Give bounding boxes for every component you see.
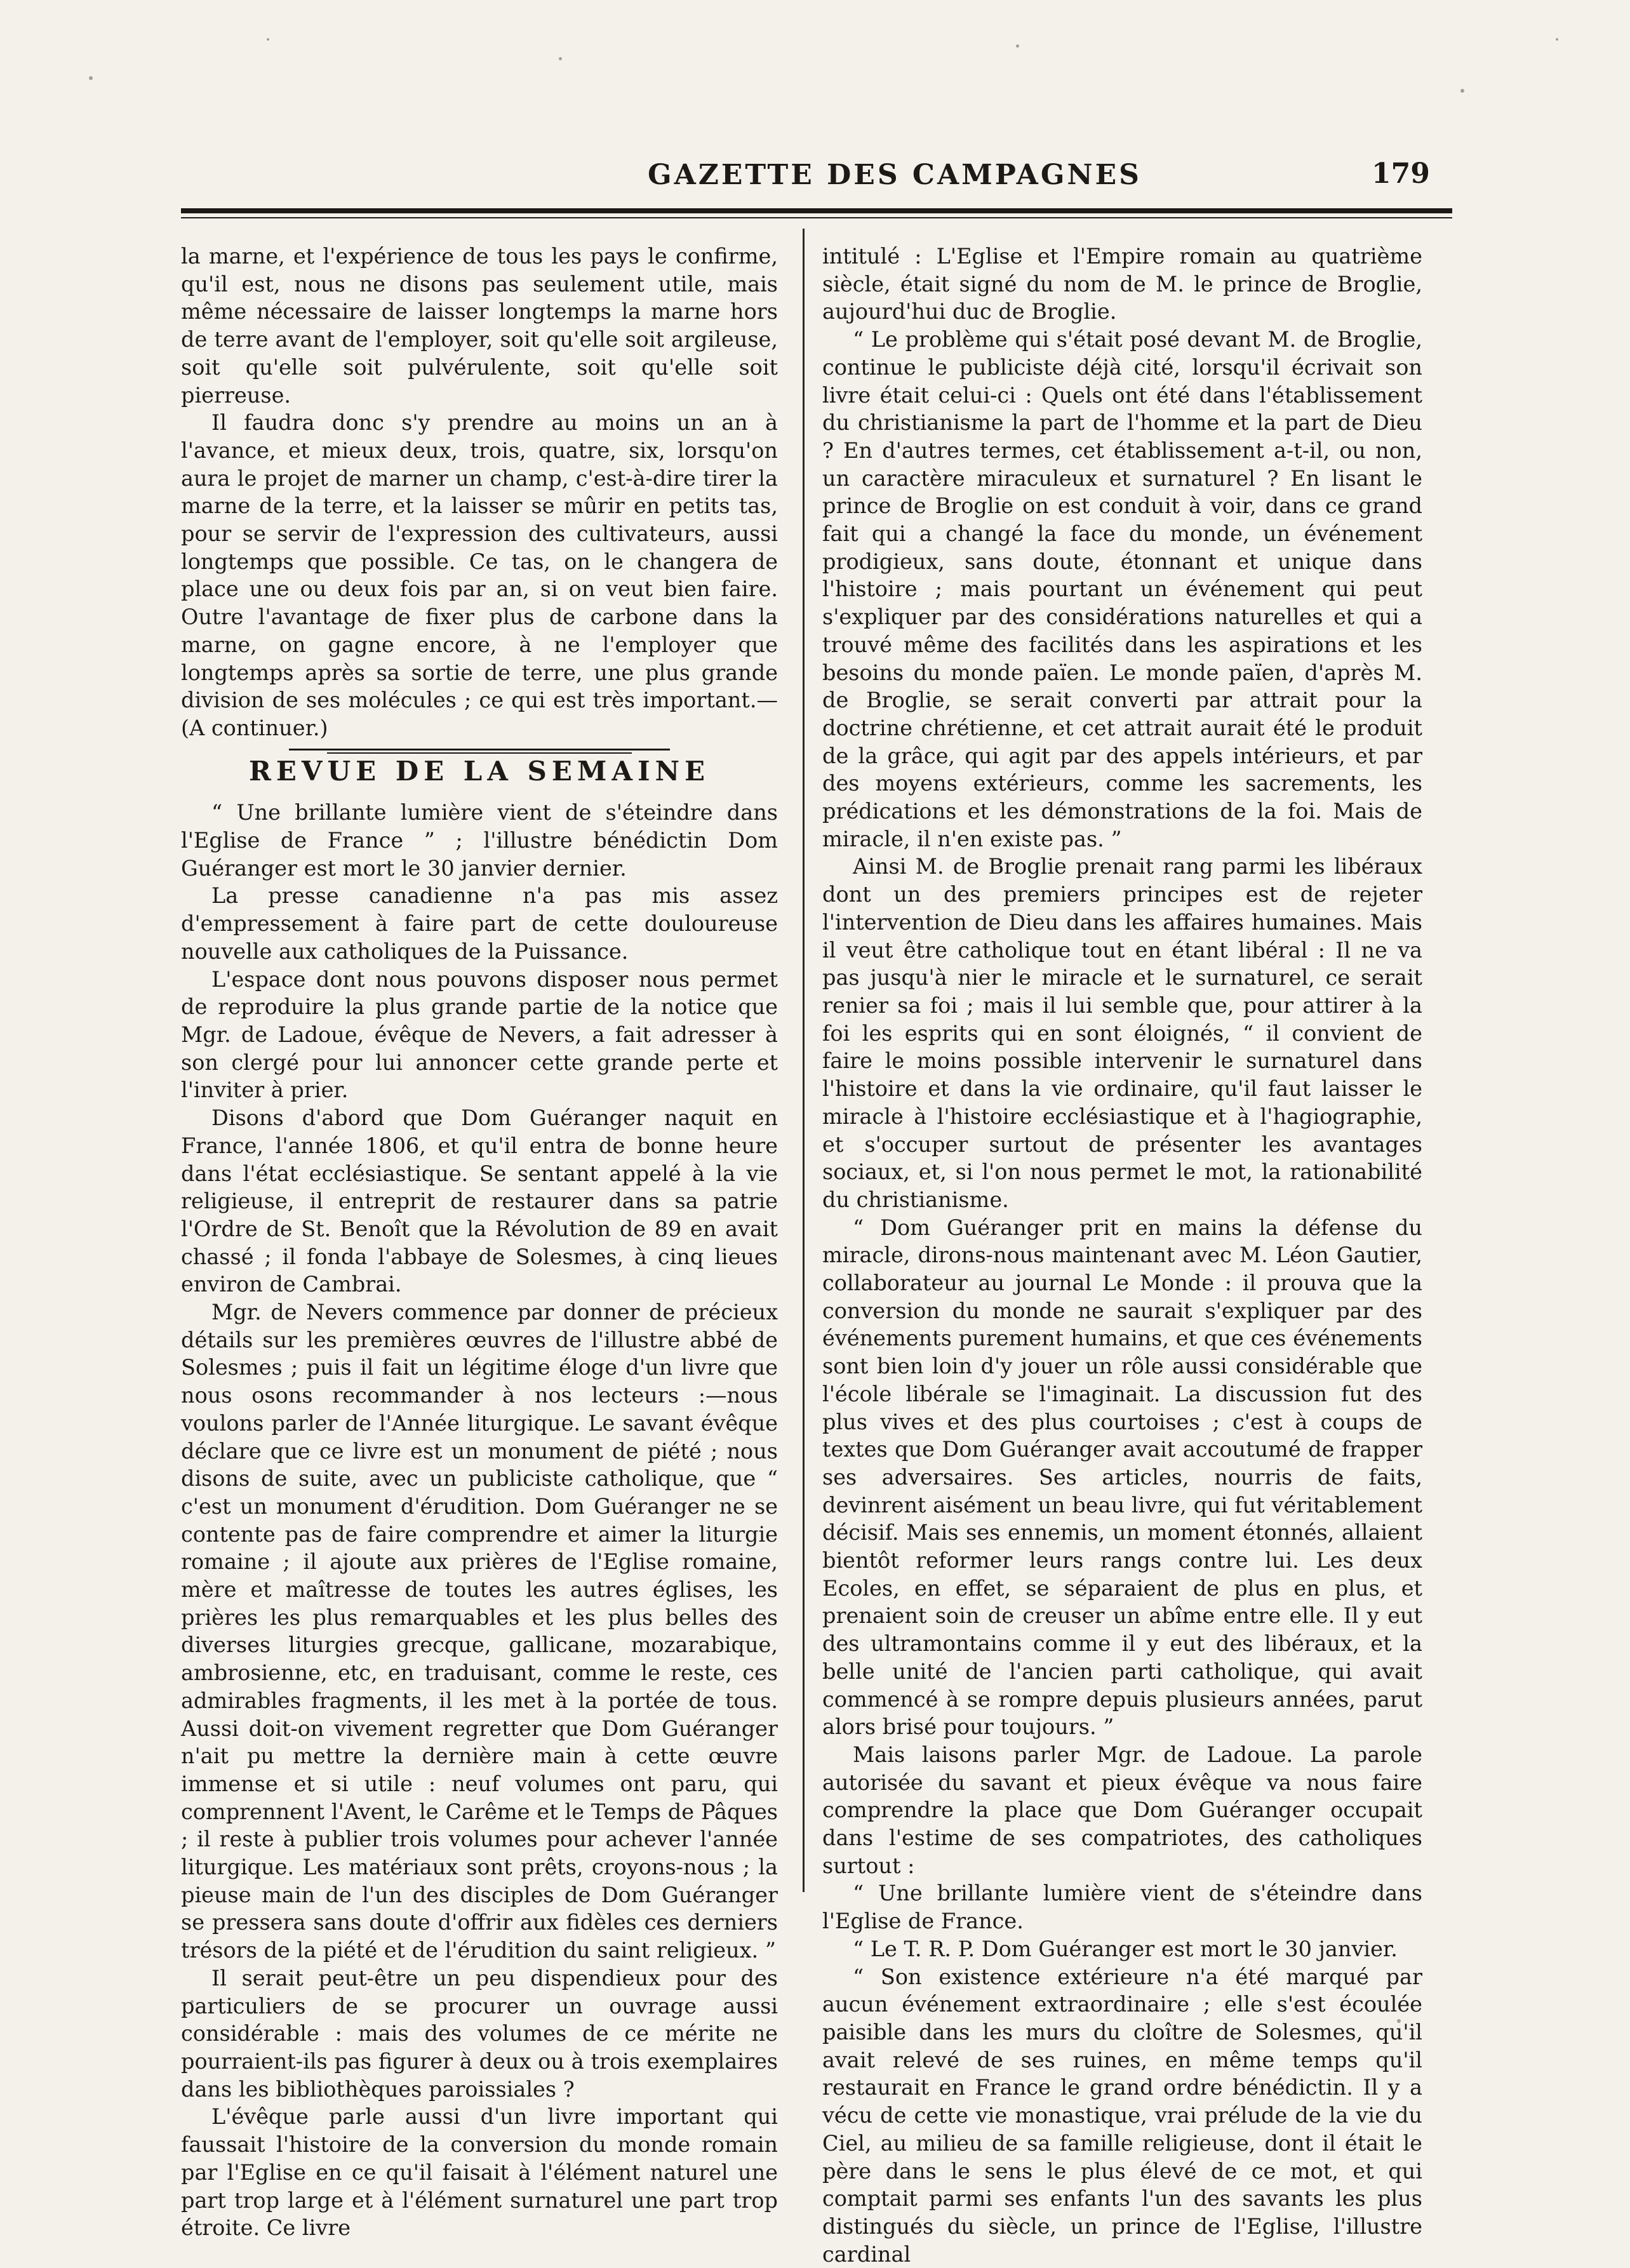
print-speck: [1397, 2019, 1401, 2023]
article-paragraph: “ Une brillante lumière vient de s'éteindre dans l'Eglise de France.: [822, 1881, 1422, 1934]
article-paragraph: Mgr. de Nevers commence par donner de précieux détails sur les premières œuvres de l'illustre abbé de Solesmes ; puis il fait un légitime éloge d'un livre que nous osons recommander à nos lecteurs :—nous voulons parler de l'Année liturgique. Le savant évêque déclare que ce livre est un monument de piété ; nous disons de suite, avec un publiciste catholique, que “ c'est un monument d'érudition. Dom Guéranger ne se contente pas de faire comprendre et aimer la liturgie romaine ; il ajoute aux prières de l'Eglise romaine, mère et maîtresse de toutes les autres églises, les prières les plus remarquables et les plus belles des diverses liturgies grecque, gallicane, mozarabique, ambrosienne, etc, en traduisant, comme le reste, ces admirables fragments, il les met à la portée de tous. Aussi doit-on vivement regretter que Dom Guéranger n'ait pu mettre la dernière main à cette œuvre immense et si utile : neuf volumes ont paru, qui comprennent l'Avent, le Carême et le Temps de Pâques ; il reste à publier trois volumes pour achever l'année liturgique. Les matériaux sont prêts, croyons-nous ; la pieuse main de l'un des disciples de Dom Guéranger se pressera sans doute d'offrir aux fidèles ces derniers trésors de la piété et de l'érudition du saint religieux. ”: [181, 1300, 778, 1963]
article-paragraph: Disons d'abord que Dom Guéranger naquit en France, l'année 1806, et qu'il entra de bonne heure dans l'état ecclésiastique. Se sentant appelé à la vie religieuse, il entreprit de restaurer dans sa patrie l'Ordre de St. Benoît que la Révolution de 89 en avait chassé ; il fonda l'abbaye de Solesmes, à cinq lieues environ de Cambrai.: [181, 1105, 778, 1297]
section-title-text: REVUE DE LA SEMAINE: [248, 755, 711, 787]
article-paragraph: Mais laisons parler Mgr. de Ladoue. La parole autorisée du savant et pieux évêque va nous faire comprendre la place que Dom Guéranger occupait dans l'estime de ses compatriotes, des catholiques surtout :: [822, 1742, 1422, 1878]
right-column: [822, 243, 1422, 2268]
print-speck: [1016, 44, 1019, 48]
article-paragraph: “ Dom Guéranger prit en mains la défense du miracle, dirons-nous maintenant avec M. Léon Gautier, collaborateur au journal Le Monde : il prouva que la conversion du monde ne saurait s'expliquer par des événements purement humains, et que ces événements sont bien loin d'y jouer un rôle aussi considérable que l'école libérale se l'imaginait. La discussion fut des plus vives et des plus courtoises ; c'est à coups de textes que Dom Guéranger avait accoutumé de frapper ses adversaires. Ses articles, nourris de faits, devinrent aisément un beau livre, qui fut véritablement décisif. Mais ses ennemis, un moment étonnés, allaient bientôt reformer leurs rangs contre lui. Les deux Ecoles, en effet, se séparaient de plus en plus, et prenaient soin de creuser un abîme entre elle. Il y eut des ultramontains comme il y eut des libéraux, et la belle unité de l'ancien parti catholique, qui avait commencé à se rompre depuis plusieurs années, parut alors brisé pour toujours. ”: [822, 1215, 1422, 1740]
page-number: 179: [1372, 157, 1430, 190]
article-paragraph: Il faudra donc s'y prendre au moins un an à l'avance, et mieux deux, trois, quatre, six, lorsqu'on aura le projet de marner un champ, c'est-à-dire tirer la marne de la terre, et la laisser se mûrir en petits tas, pour se servir de l'expression des cultivateurs, aussi longtemps que possible. Ce tas, on le changera de place une ou deux fois par an, si on veut bien faire. Outre l'avantage de fixer plus de carbone dans la marne, on gagne encore, à ne l'employer que longtemps après sa sortie de terre, une plus grande division de ses molécules ; ce qui est très important.—(A continuer.): [181, 410, 778, 740]
article-paragraph: L'évêque parle aussi d'un livre important qui faussait l'histoire de la conversion du monde romain par l'Eglise en ce qu'il faisait à l'élément naturel une part trop large et à l'élément surnaturel une part trop étroite. Ce livre: [181, 2104, 778, 2241]
ornament-rule: [327, 752, 632, 754]
print-speck: [559, 57, 562, 60]
article-paragraph: Ainsi M. de Broglie prenait rang parmi les libéraux dont un des premiers principes est de rejeter l'intervention de Dieu dans les affaires humaines. Mais il veut être catholique tout en étant libéral : Il ne va pas jusqu'à nier le miracle et le surnaturel, ce serait renier sa foi ; mais il lui semble que, pour attirer à la foi les esprits qui en sont éloignés, “ il convient de faire le moins possible intervenir le surnaturel dans l'histoire et dans la vie ordinaire, qu'il faut laisser le miracle à l'histoire ecclésiastique et à l'hagiographie, et s'occuper surtout de présenter les avantages sociaux, et, si l'on nous permet le mot, la rationabilité du christianisme.: [822, 854, 1422, 1212]
header-rule-thick: [181, 208, 1452, 213]
article-paragraph: “ Son existence extérieure n'a été marqué par aucun événement extraordinaire ; elle s'est écoulée paisible dans les murs du cloître de Solesmes, qu'il avait relevé de ses ruines, en même temps qu'il restaurait en France le grand ordre bénédictin. Il y a vécu de cette vie monastique, vrai prélude de la vie du Ciel, au milieu de sa famille religieuse, dont il était le père dans le sens le plus élevé de ce mot, et qui comptait parmi ses enfants l'un des savants les plus distingués du siècle, un prince de l'Eglise, l'illustre cardinal: [822, 1964, 1422, 2267]
article-paragraph: La presse canadienne n'a pas mis assez d'empressement à faire part de cette douloureuse nouvelle aux catholiques de la Puissance.: [181, 883, 778, 964]
print-speck: [1556, 38, 1558, 41]
print-speck: [190, 2000, 194, 2003]
column-divider: [803, 229, 805, 1892]
ornament-rule: [289, 749, 670, 750]
running-header-title: GAZETTE DES CAMPAGNES: [648, 159, 1142, 191]
article-paragraph: la marne, et l'expérience de tous les pays le confirme, qu'il est, nous ne disons pas seulement utile, mais même nécessaire de laisser longtemps la marne hors de terre avant de l'employer, soit qu'elle soit argileuse, soit qu'elle soit pulvérulente, soit qu'elle soit pierreuse.: [181, 244, 778, 408]
print-speck: [89, 76, 93, 80]
left-column: [181, 243, 778, 2242]
header-rule-thin: [181, 217, 1452, 218]
article-paragraph: “ Une brillante lumière vient de s'éteindre dans l'Eglise de France ” ; l'illustre bénédictin Dom Guéranger est mort le 30 janvier dernier.: [181, 800, 778, 881]
article-paragraph: Il serait peut-être un peu dispendieux pour des particuliers de se procurer un ouvrage aussi considérable : mais des volumes de ce mérite ne pourraient-ils pas figurer à deux ou à trois exemplaires dans les bibliothèques paroissiales ?: [181, 1965, 778, 2102]
article-paragraph: “ Le T. R. P. Dom Guéranger est mort le 30 janvier.: [853, 1936, 1398, 1961]
print-speck: [267, 38, 269, 41]
print-speck: [1460, 89, 1464, 93]
article-paragraph: L'espace dont nous pouvons disposer nous permet de reproduire la plus grande partie de la notice que Mgr. de Ladoue, évêque de Nevers, a fait adresser à son clergé pour lui annoncer cette grande perte et l'inviter à prier.: [181, 966, 778, 1103]
print-speck: [889, 1981, 892, 1984]
article-paragraph: “ Le problème qui s'était posé devant M. de Broglie, continue le publiciste déjà cité, lorsqu'il écrivait son livre était celui-ci : Quels ont été dans l'établissement du christianisme la part de l'homme et la part de Dieu ? En d'autres termes, cet établissement a-t-il, ou non, un caractère miraculeux et surnaturel ? En lisant le prince de Broglie on est conduit à voir, dans ce grand fait qui a changé la face du monde, un événement prodigieux, sans doute, étonnant et unique dans l'histoire ; mais pourtant un événement qui peut s'expliquer par des considérations naturelles et qui a trouvé même des facilités dans les aspirations et les besoins du monde païen. Le monde païen, d'après M. de Broglie, se serait converti par attrait pour la doctrine chrétienne, et cet attrait aurait été le produit de la grâce, qui agit par des appels intérieurs, et par des moyens extérieurs, comme les sacrements, les prédications et les démonstrations de la foi. Mais de miracle, il n'en existe pas. ”: [822, 327, 1422, 851]
article-paragraph: intitulé : L'Eglise et l'Empire romain au quatrième siècle, était signé du nom de M. le prince de Broglie, aujourd'hui duc de Broglie.: [822, 244, 1422, 324]
section-title: [181, 757, 778, 785]
